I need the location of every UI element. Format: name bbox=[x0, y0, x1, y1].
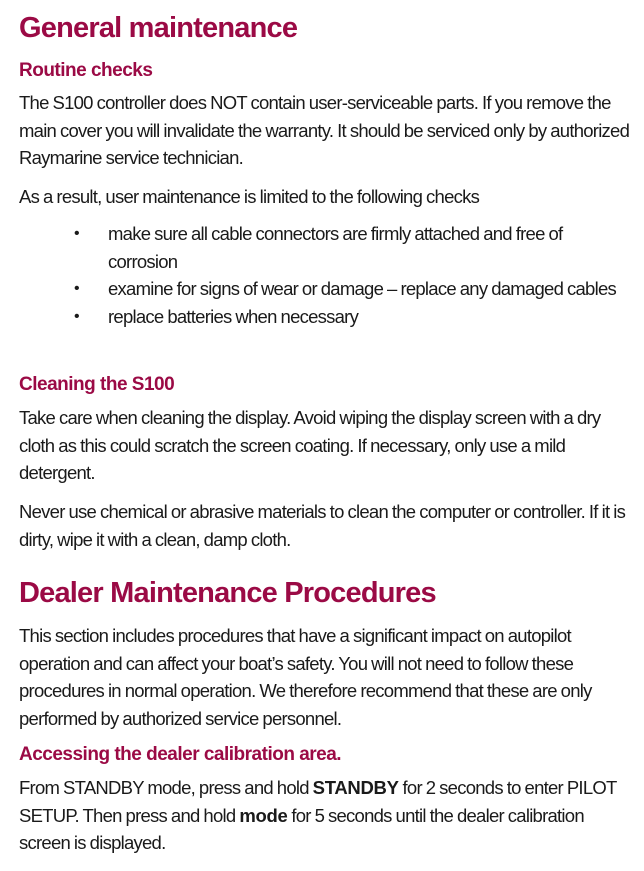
list-item bbox=[19, 275, 618, 303]
list-item-text: replace batteries when necessary bbox=[108, 305, 359, 327]
calibration-text: for 2 seconds to enter PILOT SETUP. Then press and hold bbox=[19, 777, 617, 826]
paragraph-routine-checks: As a result, user maintenance is limited to the following checks bbox=[19, 186, 480, 207]
list-item-text: make sure all cable connectors are firmly attached and free of corrosion bbox=[108, 223, 563, 272]
bullet-icon: • bbox=[74, 280, 79, 297]
paragraph-routine-intro: The S100 controller does NOT contain user-serviceable parts. If you remove the main cover you will invalidate the warranty. It should be serviced only by authorized Raymarine service technician. bbox=[19, 92, 630, 168]
calibration-text: for 5 seconds until the dealer calibration screen is displayed. bbox=[19, 804, 584, 853]
bullet-icon: • bbox=[74, 225, 79, 242]
paragraph-cleaning-materials: Never use chemical or abrasive materials to clean the computer or controller. If it is dirty, wipe it with a clean, damp cloth. bbox=[19, 501, 626, 550]
heading-dealer-maintenance: Dealer Maintenance Procedures bbox=[19, 577, 436, 609]
list-item bbox=[19, 303, 618, 331]
maintenance-checklist bbox=[19, 220, 631, 330]
heading-general-maintenance: General maintenance bbox=[19, 12, 298, 44]
paragraph-dealer-calibration bbox=[19, 774, 631, 857]
key-standby: STANDBY bbox=[312, 777, 399, 798]
list-item bbox=[19, 220, 618, 275]
key-mode: mode bbox=[239, 804, 288, 826]
subheading-cleaning: Cleaning the S100 bbox=[19, 374, 175, 395]
paragraph-dealer-intro: This section includes procedures that have a significant impact on autopilot operation and can affect your boat’s safety. You will not need to follow these procedures in normal operation. We therefore recommend that these are only performed by authorized service personnel. bbox=[19, 625, 592, 729]
list-item-text: examine for signs of wear or damage – replace any damaged cables bbox=[108, 278, 616, 299]
subheading-dealer-calibration: Accessing the dealer calibration area. bbox=[19, 744, 342, 765]
paragraph-cleaning-display: Take care when cleaning the display. Avoid wiping the display screen with a dry cloth as this could scratch the screen coating. If necessary, only use a mild detergent. bbox=[19, 407, 601, 483]
calibration-text: From STANDBY mode, press and hold bbox=[19, 777, 313, 798]
bullet-icon: • bbox=[74, 307, 79, 325]
subheading-routine-checks: Routine checks bbox=[19, 60, 153, 81]
